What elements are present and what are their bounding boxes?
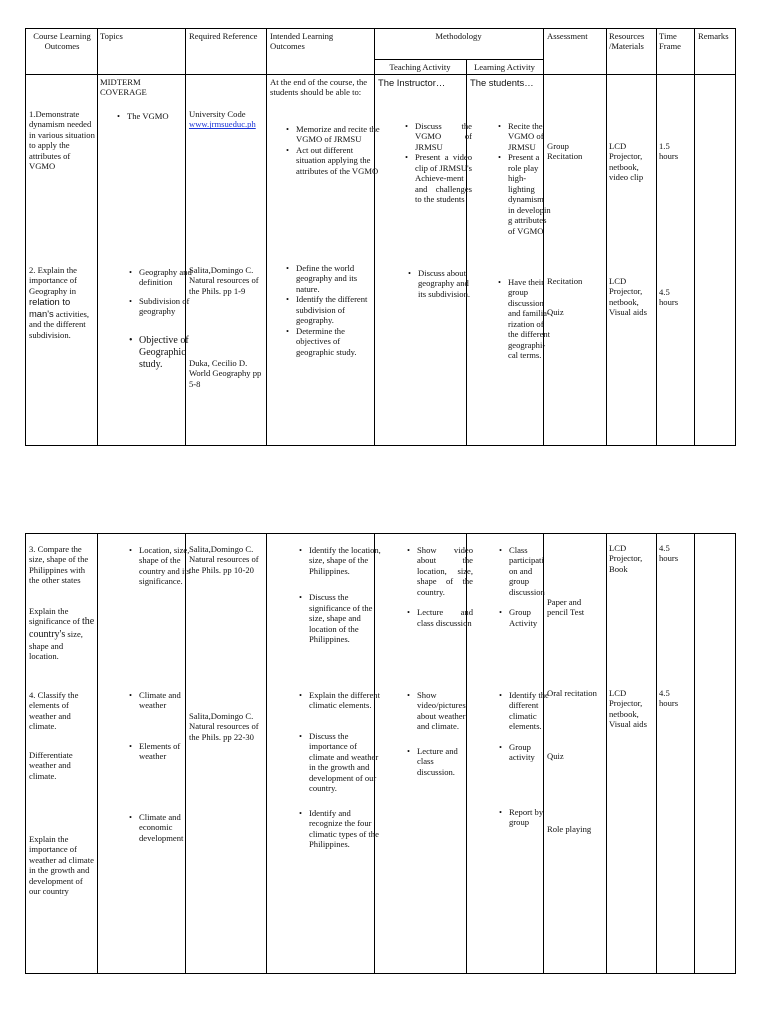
header-learning-activity: Learning Activity [474,62,535,72]
learning-row3 [498,545,553,628]
intended-row4 [298,690,381,850]
resources-row1: LCD Projector, netbook, video clip [609,141,644,183]
intended-item: • Identify the different subdivision of geography. [296,294,380,325]
topics-row2 [128,267,195,372]
teaching-row1 [404,121,472,205]
assessment-row2-recitation: Recitation [547,276,583,286]
header-remarks: Remarks [698,31,729,41]
reference-university-code: University Code [189,109,246,119]
syllabus-table-midterm [25,28,736,446]
reference-row3: Salita,Domingo C. Natural resources of the Phils. pp 10-20 [189,544,259,575]
topic-item: • Climate and economic development [139,812,195,843]
header-topics: Topics [100,31,123,41]
reference-row4: Salita,Domingo C. Natural resources of the Phils. pp 22-30 [189,711,259,742]
topics-row4 [128,690,195,843]
time-row1: 1.5 hours [659,141,679,162]
intended-item: • Define the world geography and its nature. [296,263,380,294]
outcome-3b [29,606,95,662]
topic-item: • Location, size, shape of the country and its significance. [139,545,195,587]
header-intended-outcomes: Intended Learning Outcomes [270,31,334,52]
topic-item: • Objective of Geographic study. [139,335,195,372]
learning-row2 [497,277,552,361]
topic-item: • Climate and weather [139,690,195,711]
assessment-row1: Group Recitation [547,141,583,162]
teaching-item: • Discuss the VGMO of JRMSU [415,121,472,152]
reference-row1 [189,109,265,130]
learning-item: • Class participati on and group discussion [509,545,553,597]
learning-item: • Identify the different climatic elements. [509,690,553,732]
outcome-2 [29,265,95,340]
learning-row4 [498,690,553,828]
topic-item: • Subdivision of geography [139,296,195,317]
intended-item: • Identify the location, size, shape of the Philippines. [309,545,381,576]
time-row2: 4.5 hours [659,287,679,308]
outcome-3b-text: Explain the significance of [29,606,80,627]
header-required-reference: Required Reference [189,31,258,41]
outcome-3b-rest: size, shape and location. [29,628,83,662]
resources-row3: LCD Projector, Book [609,543,643,574]
outcome-1: 1.Demonstrate dynamism needed in various situation to apply the attributes of VGMO [29,109,95,172]
resources-row2: LCD Projector, netbook, Visual aids [609,276,647,318]
outcome-4b: Differentiate weather and climate. [29,750,73,781]
time-row3: 4.5 hours [659,543,679,564]
teaching-row2 [407,268,474,299]
reference-row2-b: Duka, Cecilio D. World Geography pp 5-8 [189,358,262,389]
assessment-row4-oral: Oral recitation [547,688,597,698]
learning-item: • Group Activity [509,607,553,628]
learning-item: • Report by group [509,807,553,828]
assessment-row3: Paper and pencil Test [547,597,585,618]
header-teaching-activity: Teaching Activity [389,62,451,72]
teaching-item: • Show video/pictures about weather and climate. [417,690,473,732]
resources-row4: LCD Projector, netbook, Visual aids [609,688,647,730]
header-methodology: Methodology [435,31,482,41]
learning-item: • Recite the VGMO of JRMSU [508,121,552,152]
outcome-2-emphasis: relation to man's [29,296,71,319]
outcome-4a: 4. Classify the elements of weather and climate. [29,690,79,732]
outcome-2-text: 2. Explain the importance of Geography in [29,265,77,296]
reference-row2-a: Salita,Domingo C. Natural resources of the Phils. pp 1-9 [189,265,259,296]
assessment-row4-quiz: Quiz [547,751,564,761]
outcome-3a: 3. Compare the size, shape of the Philippines with the other states [29,544,89,586]
teaching-item: • Lecture and class discussion. [417,746,473,777]
assessment-row2-quiz: Quiz [547,307,564,317]
reference-link[interactable]: www.jrmsueduc.ph [189,119,256,130]
outcome-3b-emphasis: the country's [29,616,95,640]
midterm-coverage: MIDTERM COVERAGE [100,77,147,98]
intended-item: • Act out different situation applying the attributes of the VGMO [296,145,380,176]
intended-item: • Memorize and recite the VGMO of JRMSU [296,124,380,145]
header-assessment: Assessment [547,31,588,41]
topics-row1 [116,111,193,121]
topic-item: • Geography and definition [139,267,195,288]
teaching-item: • Lecture and class discussion [417,607,473,628]
intended-row3 [298,545,381,645]
time-row4: 4.5 hours [659,688,679,709]
learning-item: • Group activity [509,742,553,763]
intended-item: • Explain the different climatic elements. [309,690,381,711]
learning-item: • Have their group discussion and familia-rization of the different geographi-cal terms. [508,277,552,361]
teaching-item: • Discuss about geography and its subdivision. [418,268,474,299]
syllabus-table-continued [25,533,736,974]
learning-intro: The students… [470,77,534,88]
intended-item: • Discuss the significance of the size, shape and location of the Philippines. [309,592,381,644]
teaching-row4 [406,690,473,777]
outcome-2-rest: activities, and the different subdivision. [29,308,90,340]
intended-item: • Discuss the importance of climate and weather in the growth and development of our country. [309,731,381,794]
learning-row1 [497,121,552,236]
intended-row1 [285,124,380,176]
header-resources: Resources /Materials [609,31,645,52]
topics-row3 [128,545,195,587]
outcome-4c: Explain the importance of weather ad climate in the growth and development of our country [29,834,94,897]
teaching-intro: The Instructor… [378,77,446,88]
intended-item: • Determine the objectives of geographic study. [296,326,380,357]
intended-item: • Identify and recognize the four climatic types of the Philippines. [309,808,381,850]
intended-row2 [285,263,380,357]
intended-intro: At the end of the course, the students should be able to: [270,77,368,98]
teaching-row3 [406,545,473,628]
teaching-item: • Show video about the location, size, shape of the country. [417,545,473,597]
learning-item: • Present a role play high-lighting dynamism in developin g attributes of VGMO [508,152,552,236]
assessment-row4-role: Role playing [547,824,592,834]
topic-item: • Elements of weather [139,741,195,762]
header-time-frame: Time Frame [659,31,681,52]
topic-vgmo: • The VGMO [127,111,193,121]
header-course-outcomes: Course Learning Outcomes [33,31,91,52]
teaching-item: • Present a video clip of JRMSU's Achieve-ment and challenges to the students [415,152,472,204]
